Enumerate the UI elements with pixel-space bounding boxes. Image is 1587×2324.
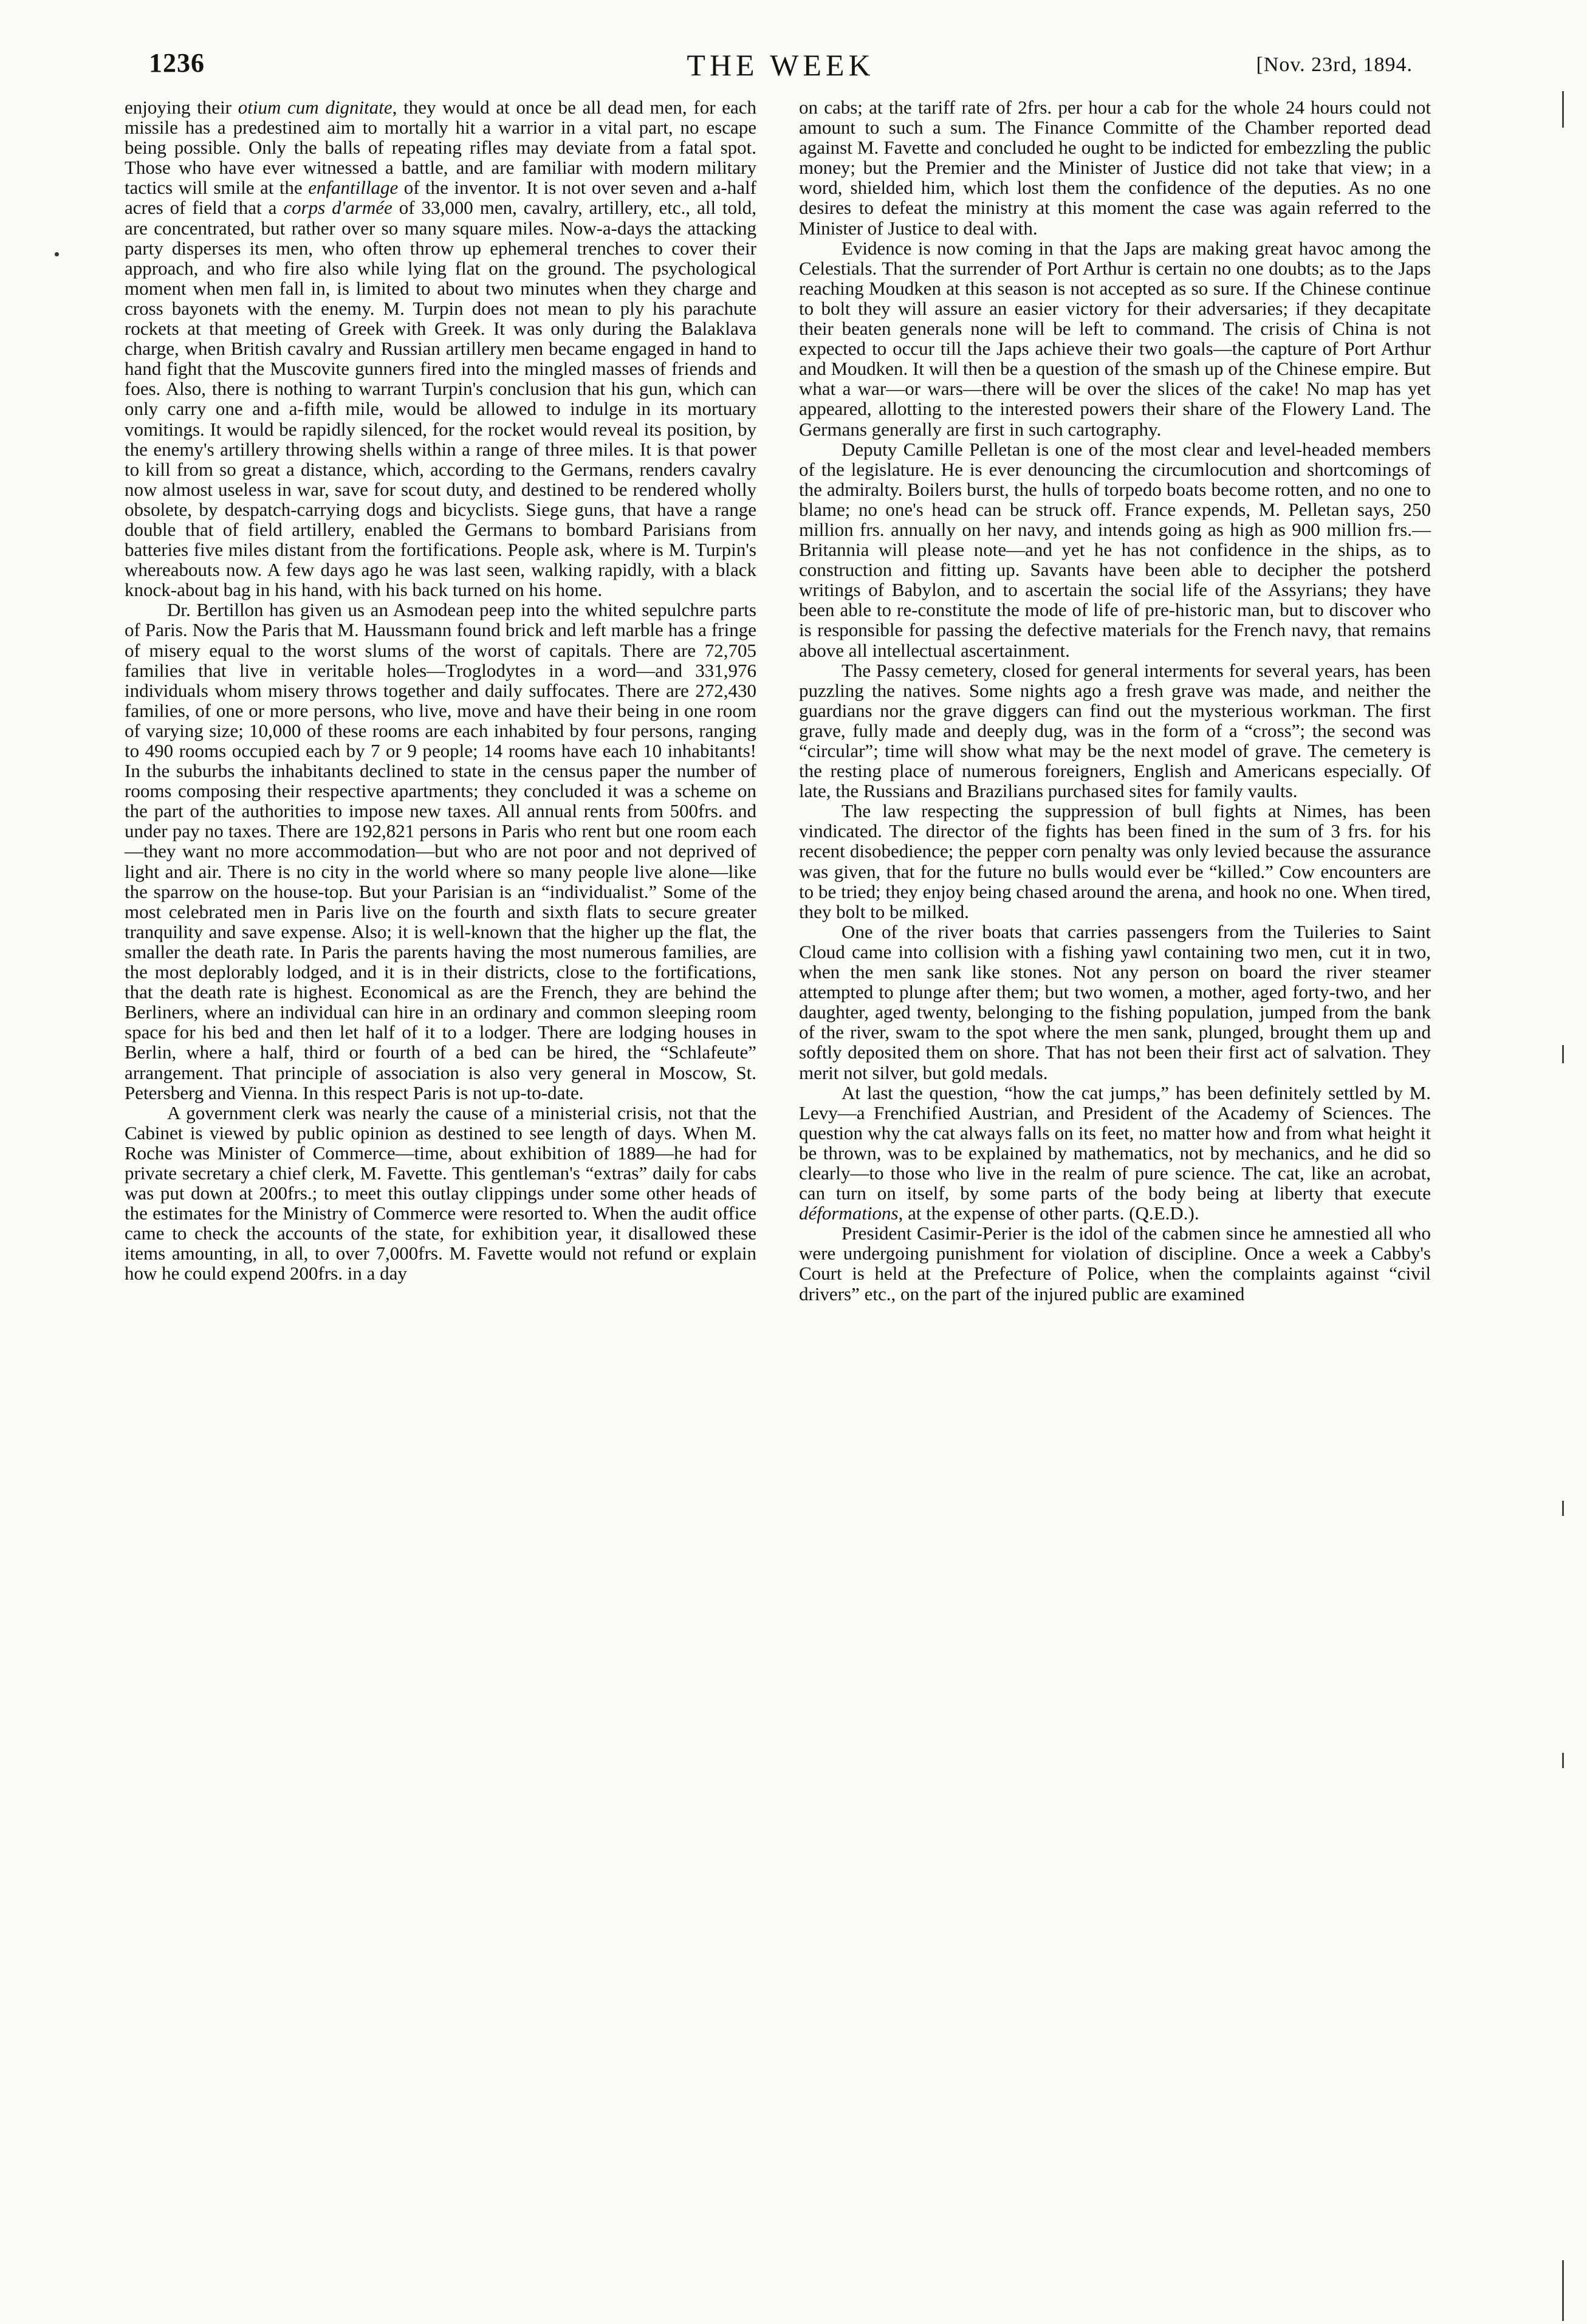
margin-mark xyxy=(1562,1753,1564,1768)
left-column xyxy=(125,97,756,2285)
margin-mark xyxy=(1562,91,1564,128)
paragraph-turpin-gun: enjoying their otium cum dignitate, they would at once be all dead men, for each missile has a predestined aim to mortally hit a warrior in a vital part, no escape being possible. Only the balls of repeating rifles may deviate from a fatal spot. Those who have ever witnessed a battle, and are familiar with modern military tactics will smile at the enfantillage of the inventor. It is not over seven and a-half acres of field that a corps d'armée of 33,000 men, cavalry, artillery, etc., all told, are concentrated, but rather over so many square miles. Now-a-days the attacking party disperses its men, who often throw up ephemeral trenches to cover their approach, and who fire also while lying flat on the ground. The psychological moment when men fall in, is limited to about two minutes when they charge and cross bayonets with the enemy. M. Turpin does not mean to ply his parachute rockets at that meeting of Greek with Greek. It was only during the Balaklava charge, when British cavalry and Russian artillery men became engaged in hand to hand fight that the Muscovite gunners fired into the mingled masses of friends and foes. Also, there is nothing to warrant Turpin's conclusion that his gun, which can only carry one and a-fifth mile, would be allowed to indulge in its mortuary vomitings. It would be rapidly silenced, for the rocket would reveal its position, by the enemy's artillery throwing shells within a range of three miles. It is that power to kill from so great a distance, which, according to the Germans, renders cavalry now almost useless in war, save for scout duty, and destined to be rendered wholly obsolete, by despatch-carrying dogs and bicyclists. Siege guns, that have a range double that of field artillery, enabled the Germans to bombard Parisians from batteries five miles distant from the fortifications. People ask, where is M. Turpin's whereabouts now. A few days ago he was last seen, walking rapidly, with a black knock-about bag in his hand, with his back turned on his home. xyxy=(125,97,756,601)
paragraph-bull-fights: The law respecting the suppression of bull fights at Nimes, has been vindicated. The director of the fights has been fined in the sum of 3 frs. for his recent disobedience; the pepper corn penalty was only levied because the assurance was given, that for the future no bulls would ever be “killed.” Cow encounters are to be tried; they enjoy being chased around the arena, and hook no one. When tired, they bolt to be milked. xyxy=(799,800,1431,922)
paragraph-government-clerk: A government clerk was nearly the cause of a ministerial crisis, not that the Cabinet is viewed by public opinion as destined to see length of days. When M. Roche was Minister of Commerce—time, about exhibition of 1889—he had for private secretary a chief clerk, M. Favette. This gentleman's “extras” daily for cabs was put down at 200frs.; to meet this outlay clippings under some other heads of the estimates for the Ministry of Commerce were resorted to. When the audit office came to check the accounts of the state, for exhibition year, it disallowed these items amounting, in all, to over 7,000frs. M. Favette would not refund or explain how he could expend 200frs. in a day xyxy=(125,1102,756,1284)
paragraph-favette-cabs: on cabs; at the tariff rate of 2frs. per hour a cab for the whole 24 hours could not amount to such a sum. The Finance Committe of the Chamber reported dead against M. Favette and concluded he ought to be indicted for embezzling the public money; but the Premier and the Minister of Justice did not take that view; in a word, shielded him, which lost them the confidence of the deputies. As no one desires to defeat the ministry at this moment the case was again referred to the Minister of Justice to deal with. xyxy=(799,97,1431,239)
page-header xyxy=(149,47,1413,84)
page-number: 1236 xyxy=(149,48,205,78)
latin-phrase: otium cum dignitate xyxy=(238,97,392,118)
french-term: déformations xyxy=(799,1202,899,1224)
paragraph-passy-cemetery: The Passy cemetery, closed for general interments for several years, has been puzzling the natives. Some nights ago a fresh grave was made, and neither the guardians nor the grave diggers can find out the mysterious workman. The first grave, fully made and deeply dug, was in the form of a “cross”; the second was “circular”; time will show what may be the next model of grave. The cemetery is the resting place of numerous foreigners, English and Americans especially. Of late, the Russians and Brazilians purchased sites for family vaults. xyxy=(799,659,1431,802)
paragraph-japs-china: Evidence is now coming in that the Japs are making great havoc among the Celestials. That the surrender of Port Arthur is certain no one doubts; as to the Japs reaching Moudken at this season is not accepted as so sure. If the Chinese continue to bolt they will assure an easier victory for their adversaries; if they decapitate their beaten generals none will be left to command. The crisis of China is not expected to occur till the Japs achieve their two goals—the capture of Port Arthur and Moudken. It will then be a question of the smash up of the Chinese empire. But what a war—or wars—there will be over the slices of the cake! No map has yet appeared, allotting to the interested powers their share of the Flowery Land. The Germans generally are first in such cartography. xyxy=(799,237,1431,440)
margin-mark xyxy=(1562,2260,1564,2321)
article-columns xyxy=(125,97,1431,2285)
paragraph-river-boat: One of the river boats that carries passengers from the Tuileries to Saint Cloud came into collision with a fishing yawl containing two men, cut it in two, when the men sank like stones. Not any person on board the river steamer attempted to plunge after them; but two women, a mother, aged forty-two, and her daughter, aged twenty, belonging to the fishing population, jumped from the bank of the river, swam to the spot where the men sank, plunged, brought them up and softly deposited them on shore. That has not been their first act of salvation. They merit not silver, but gold medals. xyxy=(799,920,1431,1083)
french-term: enfantillage xyxy=(308,177,399,199)
paragraph-casimir-perier: President Casimir-Perier is the idol of the cabmen since he amnestied all who were undergoing punishment for violation of discipline. Once a week a Cabby's Court is held at the Prefecture of Police, when the complaints against “civil drivers” etc., on the part of the injured public are examined xyxy=(799,1222,1431,1304)
margin-mark xyxy=(1562,1501,1564,1516)
margin-mark xyxy=(1562,1045,1564,1063)
paragraph-pelletan: Deputy Camille Pelletan is one of the most clear and level-headed members of the legislature. He is ever denouncing the circumlocution and shortcomings of the admiralty. Boilers burst, the hulls of torpedo boats become rotten, and no one to blame; no one's head can be struck off. France expends, M. Pelletan says, 250 million frs. annually on her navy, and intends going as high as 900 million frs.—Britannia will please note—and yet he has not confidence in the ships, as to construction and fitting up. Savants have been able to decipher the potsherd writings of Babylon, and to ascertain the social life of the Assyrians; they have been able to re-constitute the mode of life of pre-historic man, but to discover who is responsible for passing the defective materials for the French navy, that remains above all intellectual ascertainment. xyxy=(799,438,1431,661)
issue-date: [Nov. 23rd, 1894. xyxy=(1256,53,1413,76)
ink-speck xyxy=(55,252,59,256)
french-term: corps d'armée xyxy=(283,197,392,219)
masthead-title: THE WEEK xyxy=(687,48,875,82)
paragraph-bertillon: Dr. Bertillon has given us an Asmodean peep into the whited sepulchre parts of Paris. Now the Paris that M. Haussmann found brick and left marble has a fringe of misery equal to the worst slums of the worst of capitals. There are 72,705 families that live in veritable holes—Troglodytes in a word—and 331,976 individuals whom misery throws together and daily suffocates. There are 272,430 families, of one or more persons, who live, move and have their being in one room of varying size; 10,000 of these rooms are each inhabited by four persons, ranging to 490 rooms occupied each by 7 or 9 people; 14 rooms have each 10 inhabitants! In the suburbs the inhabitants declined to state in the census paper the number of rooms composing their respective apartments; they concluded it was a scheme on the part of the authorities to impose new taxes. All annual rents from 500frs. and under pay no taxes. There are 192,821 persons in Paris who rent but one room each—they want no more accommodation—but who are not poor and not deprived of light and air. There is no city in the world where so many people live alone—like the sparrow on the house-top. But your Parisian is an “individualist.” Some of the most celebrated men in Paris live on the fourth and sixth flats to secure greater tranquility and save expense. Also; it is well-known that the higher up the flat, the smaller the death rate. In Paris the parents having the most numerous families, are the most deplorably lodged, and it is in their districts, close to the fortifications, that the death rate is highest. Economical as are the French, they are behind the Berliners, where an individual can hire in an ordinary and common sleeping room space for his bed and then let half of it to a lodger. There are lodging houses in Berlin, where a half, third or fourth of a bed can be hired, the “Schlafeute” arrangement. That principle of association is also very general in Moscow, St. Petersberg and Vienna. In this respect Paris is not up-to-date. xyxy=(125,599,756,1103)
paragraph-cat-jumps: At last the question, “how the cat jumps,” has been definitely settled by M. Levy—a Frenchified Austrian, and President of the Academy of Sciences. The question why the cat always falls on its feet, no matter how and from what height it be thrown, was to be explained by mathematics, not by mechanics, and he did so clearly—to those who live in the realm of pure science. The cat, like an acrobat, can turn on itself, by some parts of the body being at liberty that execute déformations, at the expense of other parts. (Q.E.D.). xyxy=(799,1081,1431,1224)
right-column xyxy=(799,97,1431,2285)
